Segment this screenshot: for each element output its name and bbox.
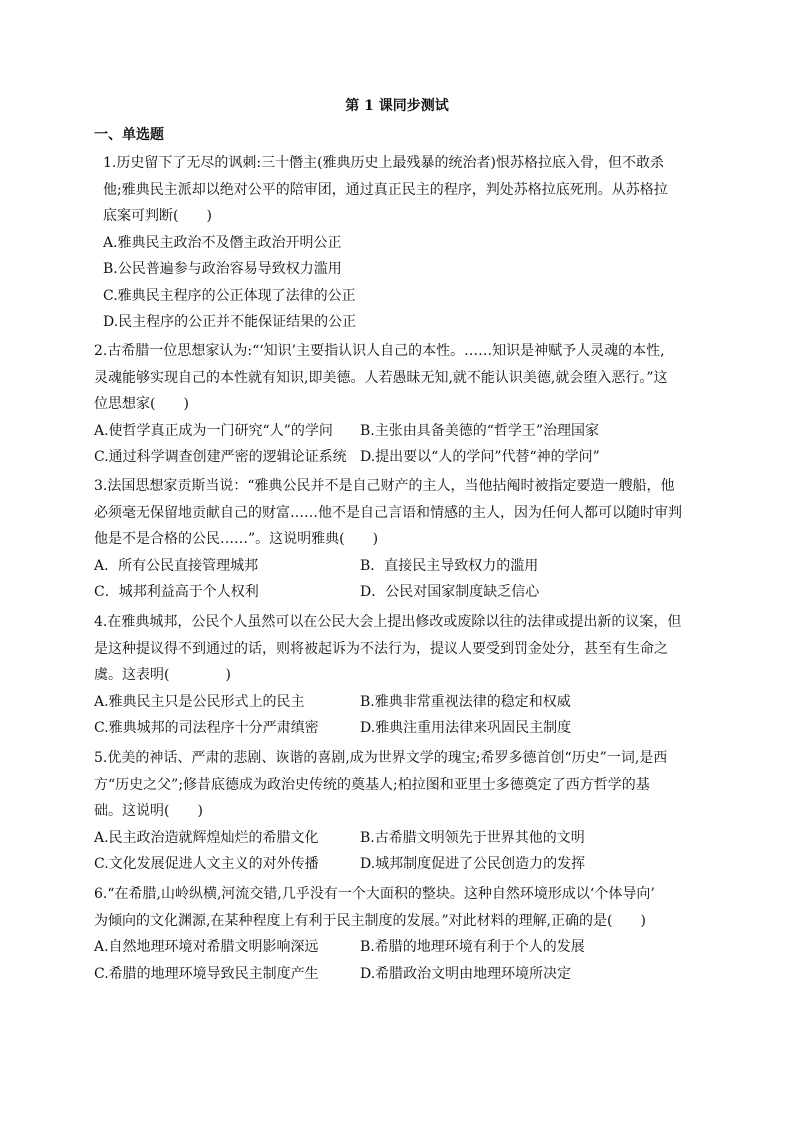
question-2 (94, 338, 706, 471)
option-d: D.民主程序的公正并不能保证结果的公正 (103, 314, 357, 330)
option-row (94, 715, 706, 742)
question-3 (94, 473, 706, 606)
page-title: 第 1 课同步测试 (345, 98, 449, 114)
question-4 (94, 609, 706, 742)
section-heading: 一、单选题 (94, 127, 164, 143)
option-c: C.雅典民主程序的公正体现了法律的公正 (103, 287, 356, 304)
option-b: B.公民普遍参与政治容易导致权力滥用 (103, 261, 342, 277)
option-b: B．直接民主导致权力的滥用 (360, 557, 539, 574)
question-1 (94, 150, 706, 336)
option-b: B.主张由具备美德的“哲学王”治理国家 (360, 422, 600, 439)
question-5 (94, 745, 706, 878)
option-row (94, 961, 706, 988)
question-stem-line: 2.古希腊一位思想家认为:“‘知识’主要指认识人自己的本性。……知识是神赋予人灵魂的本性, (94, 343, 665, 359)
question-stem-line: 方“历史之父”;修昔底德成为政治史传统的奠基人;柏拉图和亚里士多德奠定了西方哲学的基 (94, 776, 650, 793)
option-a: A.使哲学真正成为一门研究“人”的学问 (94, 422, 333, 439)
option-d: D.雅典注重用法律来巩固民主制度 (360, 720, 572, 736)
question-stem-line: 5.优美的神话、严肃的悲剧、诙谐的喜剧,成为世界文学的瑰宝;希罗多德首创“历史”一词,是西 (94, 750, 668, 766)
option-row (94, 825, 706, 852)
option-d: D．公民对国家制度缺乏信心 (360, 584, 540, 600)
option-row (94, 418, 706, 445)
option-a: A.雅典民主只是公民形式上的民主 (94, 693, 305, 710)
question-stem-line: 6.“在希腊,山岭纵横,河流交错,几乎没有一个大面积的整块。这种自然环境形成以‘个体导向’ (94, 886, 655, 902)
option-c: C.文化发展促进人文主义的对外传播 (94, 856, 319, 872)
option-a: A．所有公民直接管理城邦 (94, 557, 259, 574)
option-b: B.古希腊文明领先于世界其他的文明 (360, 829, 585, 846)
question-stem-line: 灵魂能够实现自己的本性就有知识,即美德。人若愚昧无知,就不能认识美德,就会堕入恶行。”这 (94, 369, 668, 386)
question-stem-line: 他是不是合格的公民……”。这说明雅典( ) (94, 531, 379, 547)
question-stem-line: 虞。这表明( ) (94, 667, 231, 683)
option-row (94, 579, 706, 606)
question-stem-line: 位思想家( ) (94, 396, 189, 412)
option-a: A.民主政治造就辉煌灿烂的希腊文化 (94, 829, 319, 846)
option-b: B.希腊的地理环境有利于个人的发展 (360, 939, 585, 955)
option-c: C．城邦利益高于个人权利 (94, 584, 259, 600)
question-stem-line: 4.在雅典城邦，公民个人虽然可以在公民大会上提出修改或废除以往的法律或提出新的议案，但 (94, 614, 682, 630)
option-a: A.雅典民主政治不及僭主政治开明公正 (103, 234, 342, 251)
option-c: C.雅典城邦的司法程序十分严肃缜密 (94, 720, 319, 736)
option-d: D.提出要以“人的学问”代替“神的学问” (360, 449, 600, 465)
question-stem-line: 是这种提议得不到通过的话，则将被起诉为不法行为，提议人要受到罚金处分，甚至有生命之 (94, 640, 668, 657)
option-row (94, 444, 706, 471)
option-b: B.雅典非常重视法律的稳定和权威 (360, 693, 571, 710)
option-c: C.希腊的地理环境导致民主制度产生 (94, 965, 319, 982)
option-d: D.希腊政治文明由地理环境所决定 (360, 965, 572, 982)
question-stem-line: 必须毫无保留地贡献自己的财富……他不是自己言语和情感的主人，因为任何人都可以随时审判 (94, 504, 682, 521)
question-stem-line: 底案可判断( ) (103, 208, 212, 224)
option-row (94, 851, 706, 878)
option-d: D.城邦制度促进了公民创造力的发挥 (360, 856, 586, 872)
question-6 (94, 881, 706, 987)
question-stem-line: 他;雅典民主派却以绝对公平的陪审团，通过真正民主的程序，判处苏格拉底死刑。从苏格拉 (103, 181, 668, 198)
question-stem-line: 1.历史留下了无尽的讽刺:三十僭主(雅典历史上最残暴的统治者)恨苏格拉底入骨，但不敢杀 (103, 155, 664, 171)
question-stem-line: 为倾向的文化渊源,在某种程度上有利于民主制度的发展。”对此材料的理解,正确的是( ) (94, 912, 646, 929)
option-row (94, 934, 706, 961)
question-stem-line: 础。这说明( ) (94, 803, 203, 819)
option-row (94, 689, 706, 716)
option-row (94, 553, 706, 580)
question-stem-line: 3.法国思想家贡斯当说：“雅典公民并不是自己财产的主人，当他拈阄时被指定要造一艘船，他 (94, 478, 675, 494)
option-c: C.通过科学调查创建严密的逻辑论证系统 (94, 449, 347, 465)
option-a: A.自然地理环境对希腊文明影响深远 (94, 939, 319, 955)
